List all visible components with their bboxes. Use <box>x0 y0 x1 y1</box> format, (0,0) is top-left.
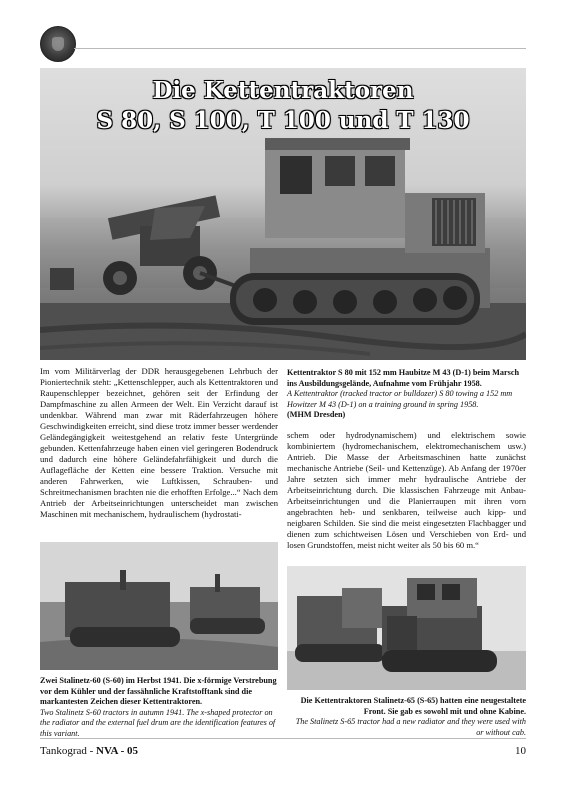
body-paragraph-left: Im vom Militärverlag der DDR herausgegebenen Lehrbuch der Pioniertechnik steht: „Kettenschlepper, auch als Kettentraktoren und Raupenschlepper bezeichnet, gehören seit der Erfindung der Dampfmaschine zu allen Armeen der Welt. Ein Verzicht darauf ist undenkbar. Während man zwar mit Räderfahrzeugen höhere Geschwindigkeiten erreicht, sind diese trotz immer besser werdender Geländegängigkeit weitestgehend an relativ feste Untergründe gebunden. Kettenfahrzeuge haben einen viel geringeren Bodendruck und dadurch eine höhere Geländefahrfähigkeit und durch die Auflagefläche der Ketten eine bessere Traktion. Versuche mit anderen Fahrwerken, wie Luftkissen, Schrauben- und Schreitmechanismen brachten nie die erhofften Erfolge...“ Nach dem Antrieb der Arbeitseinrichtungen unterscheidet man zwischen Maschinen mit mechanischem, hydraulischem (hydrostati- <box>40 366 278 519</box>
caption-hero <box>287 368 526 421</box>
caption-right <box>287 696 526 738</box>
caption-hero-credit: (MHM Dresden) <box>287 410 346 419</box>
footer-publisher <box>40 745 138 757</box>
caption-left-de: Zwei Stalinetz-60 (S-60) im Herbst 1941. Die x-förmige Verstrebung vor dem Kühler und der fassähnliche Kraftstofftank sind die markantesten Zeichen dieser Kettentraktoren. <box>40 676 277 706</box>
photo-two-stalinetz-60 <box>40 542 278 670</box>
footer-series: NVA - 05 <box>96 745 139 757</box>
title-line-1: Die Kettentraktoren <box>152 77 414 104</box>
caption-hero-de: Kettentraktor S 80 mit 152 mm Haubitze M 43 (D-1) beim Marsch ins Ausbildungsgelände, Aufnahme vom Frühjahr 1958. <box>287 368 520 388</box>
body-text-right <box>287 430 526 551</box>
caption-left <box>40 676 278 739</box>
title-line-2: S 80, S 100, T 100 und T 130 <box>96 107 470 134</box>
footer-publisher-name: Tankograd - <box>40 745 97 757</box>
body-paragraph-right: schem oder hydrodynamischem) und elektrischem sowie kombiniertem (hydromechanischem, elektromechanischem usw.) Antrieb. Die Masse der Arbeitsmaschinen hatte zunächst mechanische Antriebe (Seil- und Kettenzüge). Ab Anfang der 1970er Jahre setzten sich immer mehr hydraulische Antriebe der Arbeitseinrichtung durch. Die klassischen Fahrzeuge mit Anbau-Arbeitseinrichtungen und die Planierraupen mit ihren vorn angebrachten heb- und senkbaren, teilweise auch kipp- und neigbaren Schilden. Sie sind die meist eingesetzten Flachbagger und dienen zum schichtweisen Lösen und Verschieben von Erd- und losen Grundstoffen, meist nicht weiter als 50 bis 60 m.“ <box>287 430 526 550</box>
photo-stalinetz-65 <box>287 566 526 690</box>
caption-hero-en: A Kettentraktor (tracked tractor or bulldozer) S 80 towing a 152 mm Howitzer M 43 (D-1) on a training ground in spring 1958. <box>287 389 513 409</box>
caption-right-de: Die Kettentraktoren Stalinetz-65 (S-65) hatten eine neugestaltete Front. Sie gab es sowohl mit und ohne Kabine. <box>300 696 526 716</box>
caption-left-en: Two Stalinetz S-60 tractors in autumn 1941. The x-shaped protector on the radiator and the external fuel drum are the identification features of this variant. <box>40 707 276 738</box>
hero-photo <box>40 68 526 360</box>
page-title <box>40 76 526 136</box>
caption-right-en: The Stalinetz S-65 tractor had a new radiator and they were used with or without cab. <box>295 717 526 737</box>
footer-rule <box>40 738 526 739</box>
body-text-left <box>40 366 278 520</box>
nva-badge-icon <box>40 26 76 62</box>
page-number: 10 <box>515 745 526 757</box>
header-rule <box>74 48 526 49</box>
